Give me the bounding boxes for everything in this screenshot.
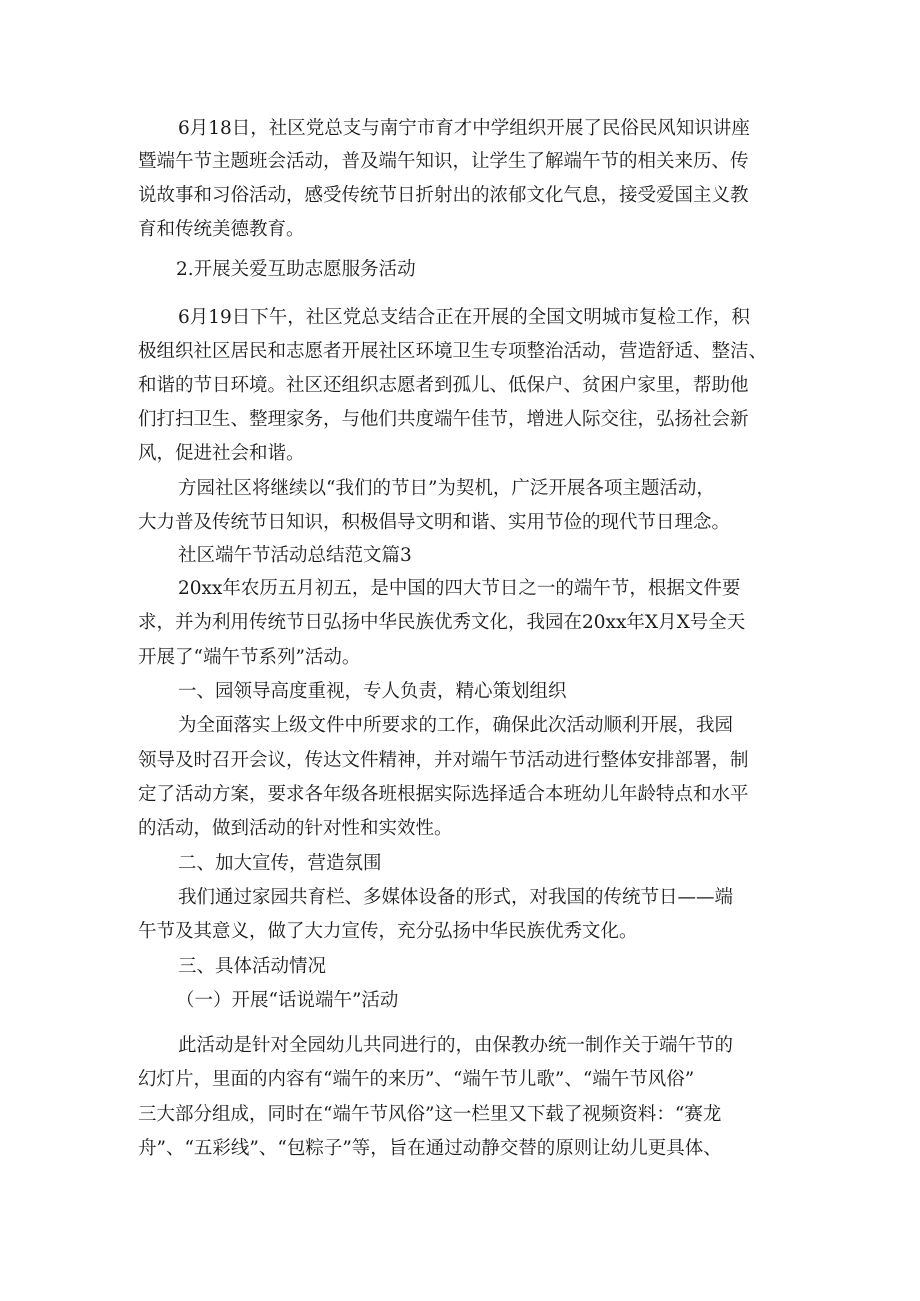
section-heading-volunteer: 2.开展关爱互助志愿服务活动 [176,259,416,280]
section-heading-activities: 三、具体活动情况 [178,956,327,977]
para5-line-3: 定了活动方案，要求各年级各班根据实际选择适合本班幼儿年龄特点和水平 [138,784,749,805]
section-heading-leadership: 一、园领导高度重视，专人负责，精心策划组织 [178,681,567,702]
para7-line-1: 此活动是针对全园幼儿共同进行的，由保教办统一制作关于端午节的 [178,1035,734,1056]
para2-line-2: 极组织社区居民和志愿者开展社区环境卫生专项整治活动，营造舒适、整洁、 [138,341,768,362]
para1-line-3: 说故事和习俗活动，感受传统节日折射出的浓郁文化气息，接受爱国主义教 [138,185,749,206]
para4-line-3: 开展了“端午节系列”活动。 [138,647,361,668]
section-heading-publicity: 二、加大宣传，营造氛围 [178,853,382,874]
para2-line-1: 6月19日下午，社区党总支结合正在开展的全国文明城市复检工作，积 [178,307,750,328]
para1-line-1: 6月18日，社区党总支与南宁市育才中学组织开展了民俗民风知识讲座 [178,118,750,139]
article-title: 社区端午节活动总结范文篇3 [178,545,412,566]
para7-line-2: 幻灯片，里面的内容有“端午的来历”、“端午节儿歌”、“端午节风俗” [138,1069,695,1090]
para2-line-4: 们打扫卫生、整理家务，与他们共度端午佳节，增进人际交往，弘扬社会新 [138,409,749,430]
para3-line-1: 方园社区将继续以“我们的节日”为契机，广泛开展各项主题活动， [178,478,715,499]
para3-line-2: 大力普及传统节日知识，积极倡导文明和谐、实用节俭的现代节日理念。 [138,512,731,533]
para6-line-2: 午节及其意义，做了大力宣传，充分弘扬中华民族优秀文化。 [138,921,638,942]
para4-line-1: 20xx年农历五月初五，是中国的四大节日之一的端午节，根据文件要 [178,578,741,599]
para5-line-2: 领导及时召开会议，传达文件精神，并对端午节活动进行整体安排部署，制 [138,750,749,771]
para1-line-2: 暨端午节主题班会活动，普及端午知识，让学生了解端午节的相关来历、传 [138,151,749,172]
para4-line-2: 求，并为利用传统节日弘扬中华民族优秀文化，我园在20xx年X月X号全天 [138,612,746,633]
para2-line-3: 和谐的节日环境。社区还组织志愿者到孤儿、低保户、贫困户家里，帮助他 [138,375,749,396]
para5-line-1: 为全面落实上级文件中所要求的工作，确保此次活动顺利开展，我园 [178,715,734,736]
para2-line-5: 风，促进社会和谐。 [138,443,305,464]
para5-line-4: 的活动，做到活动的针对性和实效性。 [138,818,453,839]
para1-line-4: 育和传统美德教育。 [138,219,305,240]
subsection-heading-talk-duanwu: （一）开展“话说端午”活动 [176,990,399,1011]
para7-line-3: 三大部分组成，同时在“端午节风俗”这一栏里又下载了视频资料：“赛龙 [138,1104,722,1125]
para7-line-4: 舟”、“五彩线”、“包粽子”等，旨在通过动静交替的原则让幼儿更具体、 [138,1138,722,1159]
para6-line-1: 我们通过家园共育栏、多媒体设备的形式，对我国的传统节日——端 [178,887,734,908]
